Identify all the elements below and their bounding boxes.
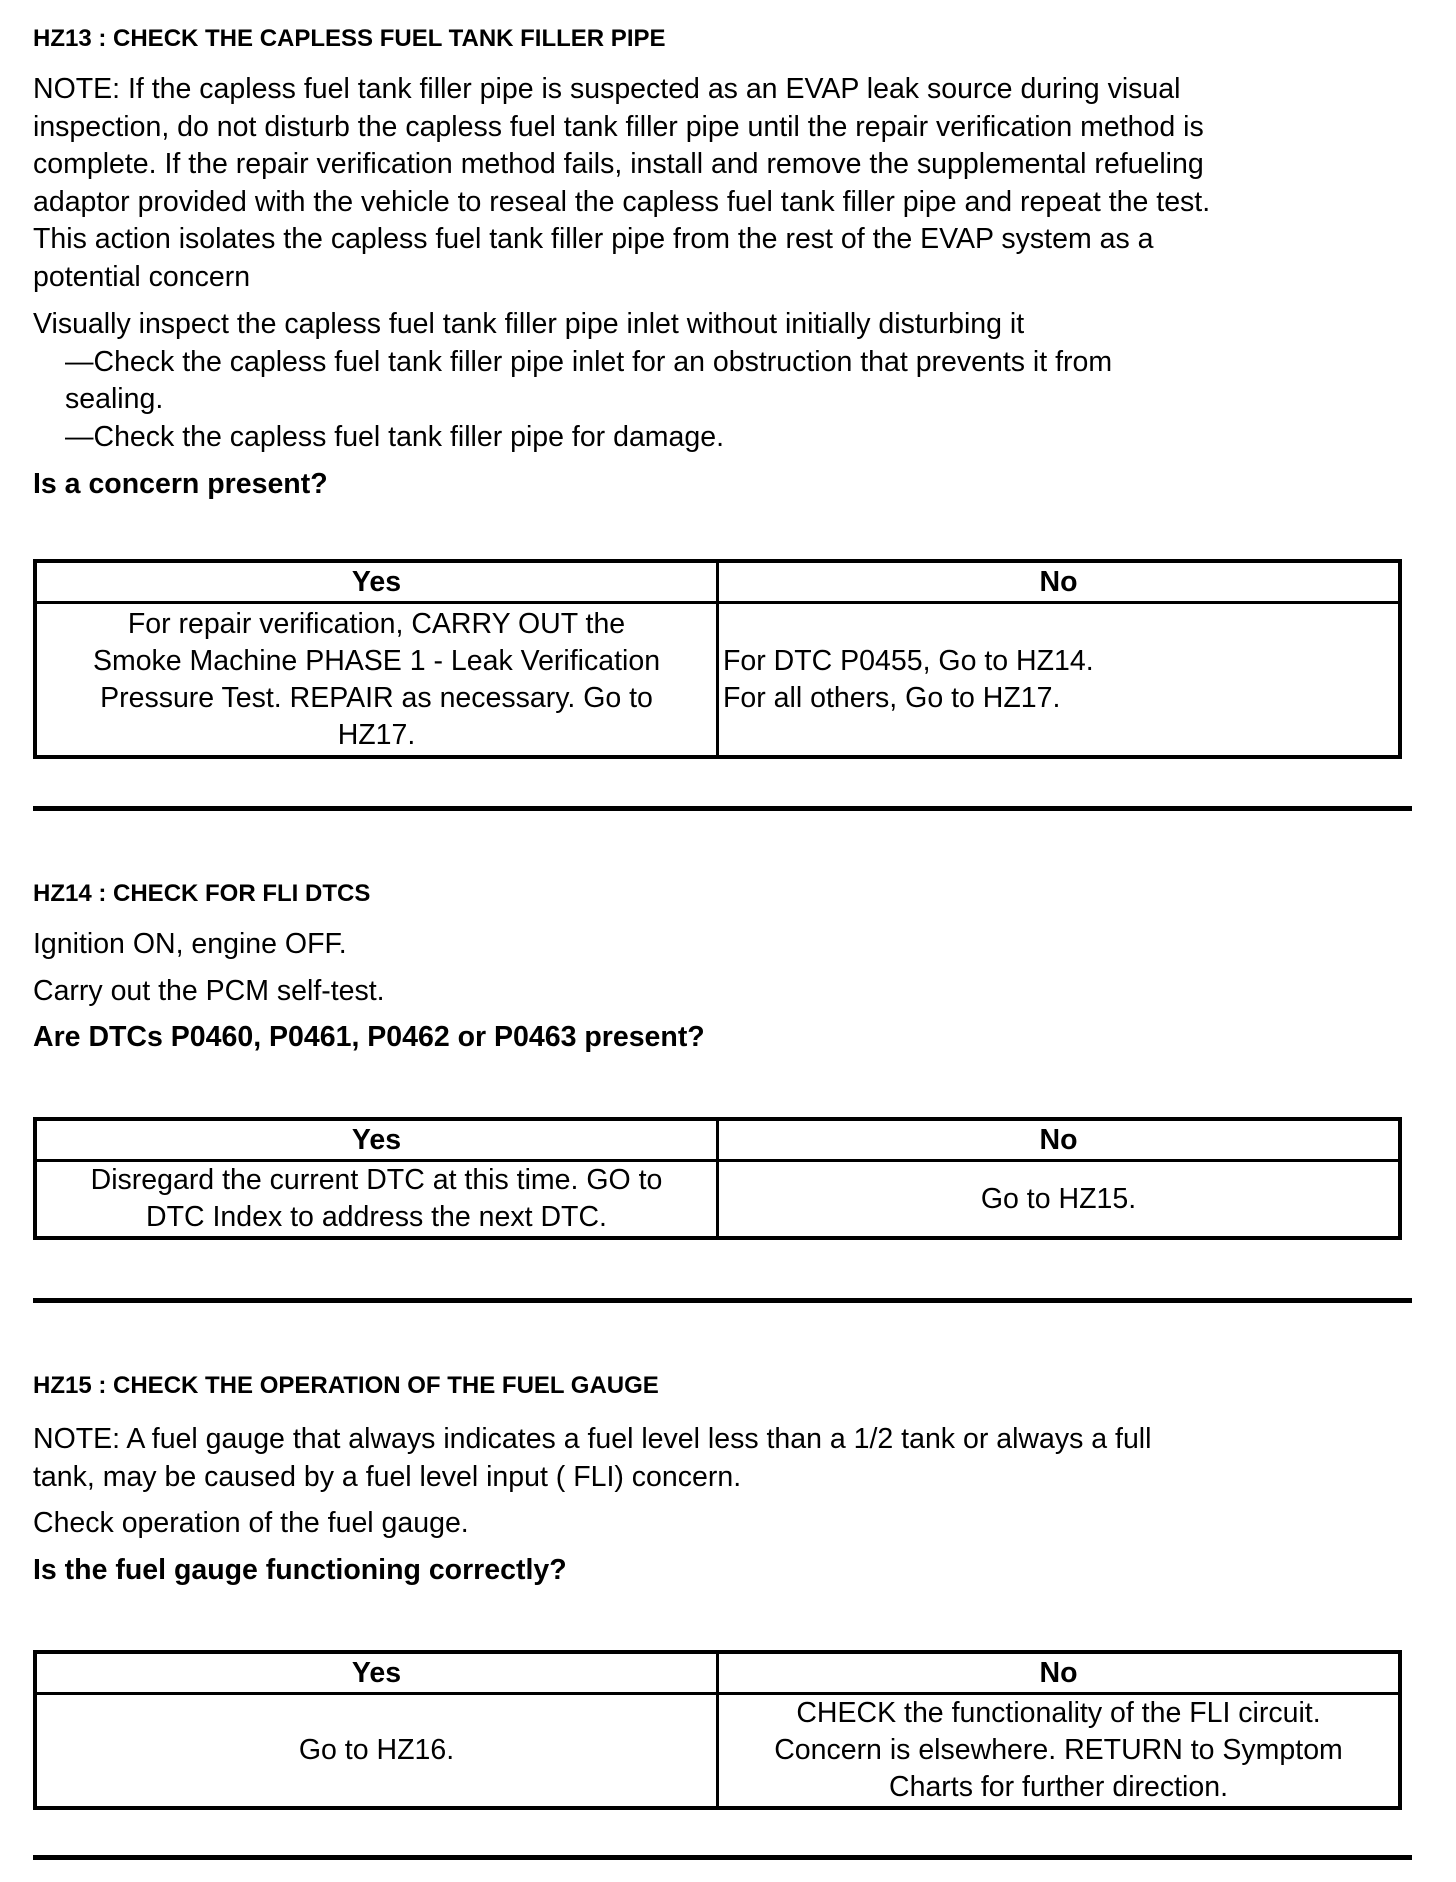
question: Is a concern present? <box>33 468 328 500</box>
cell-line: For repair verification, CARRY OUT the <box>127 607 626 640</box>
note-line: potential concern <box>33 260 251 293</box>
section-heading-hz14: HZ14 : CHECK FOR FLI DTCS <box>33 880 371 907</box>
note-line: This action isolates the capless fuel tank filler pipe from the rest of the EVAP system as a <box>33 223 1154 255</box>
cell-line: Concern is elsewhere. RETURN to Symptom <box>774 1734 1343 1766</box>
instructions-hz13 <box>33 306 1112 504</box>
yes-cell <box>35 1694 718 1809</box>
bullet: —Check the capless fuel tank filler pipe inlet for an obstruction that prevents it from <box>65 345 1113 378</box>
cell-line: Pressure Test. REPAIR as necessary. Go to <box>100 681 653 714</box>
bullet: —Check the capless fuel tank filler pipe for damage. <box>65 420 725 453</box>
cell-line: DTC Index to address the next DTC. <box>146 1201 607 1233</box>
yes-header: Yes <box>35 561 718 603</box>
note-line: inspection, do not disturb the capless fuel tank filler pipe until the repair verification method is <box>33 110 1204 143</box>
cell-line: Go to HZ16. <box>298 1734 455 1766</box>
note-line: tank, may be caused by a fuel level input ( FLI) concern. <box>33 1460 742 1493</box>
cell-line: CHECK the functionality of the FLI circuit. <box>796 1697 1321 1729</box>
no-cell <box>718 603 1401 758</box>
cell-line: HZ17. <box>337 718 416 751</box>
result-table-hz13 <box>33 559 1402 759</box>
instructions-hz15 <box>33 1421 1151 1589</box>
no-header: No <box>718 1652 1401 1694</box>
result-table-hz14 <box>33 1117 1402 1240</box>
note-line: complete. If the repair verification method fails, install and remove the supplemental refueling <box>33 148 1204 180</box>
cell-line: Charts for further direction. <box>889 1771 1228 1803</box>
note-hz13 <box>33 71 1210 296</box>
yes-cell <box>35 1161 718 1239</box>
cell-line: For DTC P0455, Go to HZ14. <box>723 644 1094 677</box>
yes-header: Yes <box>35 1119 718 1161</box>
note-line: NOTE: A fuel gauge that always indicates a fuel level less than a 1/2 tank or always a full <box>33 1423 1152 1455</box>
instruction: Carry out the PCM self-test. <box>33 974 385 1007</box>
section-divider <box>33 1298 1412 1303</box>
section-heading-hz13: HZ13 : CHECK THE CAPLESS FUEL TANK FILLER PIPE <box>33 25 666 52</box>
instruction: Visually inspect the capless fuel tank filler pipe inlet without initially disturbing it <box>33 308 1025 340</box>
result-table-hz15 <box>33 1650 1402 1810</box>
instruction: Check operation of the fuel gauge. <box>33 1507 469 1539</box>
section-divider <box>33 1855 1412 1860</box>
section-divider <box>33 806 1412 811</box>
note-line: adaptor provided with the vehicle to reseal the capless fuel tank filler pipe and repeat the test. <box>33 185 1211 218</box>
question: Is the fuel gauge functioning correctly? <box>33 1553 567 1586</box>
yes-cell <box>35 603 718 758</box>
instruction: Ignition ON, engine OFF. <box>33 928 347 960</box>
question: Are DTCs P0460, P0461, P0462 or P0463 present? <box>33 1021 705 1053</box>
bullet: sealing. <box>65 383 164 415</box>
cell-line: Go to HZ15. <box>980 1182 1137 1215</box>
section-heading-hz15: HZ15 : CHECK THE OPERATION OF THE FUEL GAUGE <box>33 1372 659 1399</box>
no-cell <box>718 1161 1401 1239</box>
cell-line: Disregard the current DTC at this time. GO to <box>90 1164 663 1196</box>
yes-header: Yes <box>35 1652 718 1694</box>
cell-line: For all others, Go to HZ17. <box>723 681 1061 714</box>
no-header: No <box>718 1119 1401 1161</box>
note-line: NOTE: If the capless fuel tank filler pipe is suspected as an EVAP leak source during visual <box>33 73 1181 105</box>
instructions-hz14 <box>33 926 705 1057</box>
no-cell <box>718 1694 1401 1809</box>
no-header: No <box>718 561 1401 603</box>
cell-line: Smoke Machine PHASE 1 - Leak Verification <box>92 644 661 677</box>
